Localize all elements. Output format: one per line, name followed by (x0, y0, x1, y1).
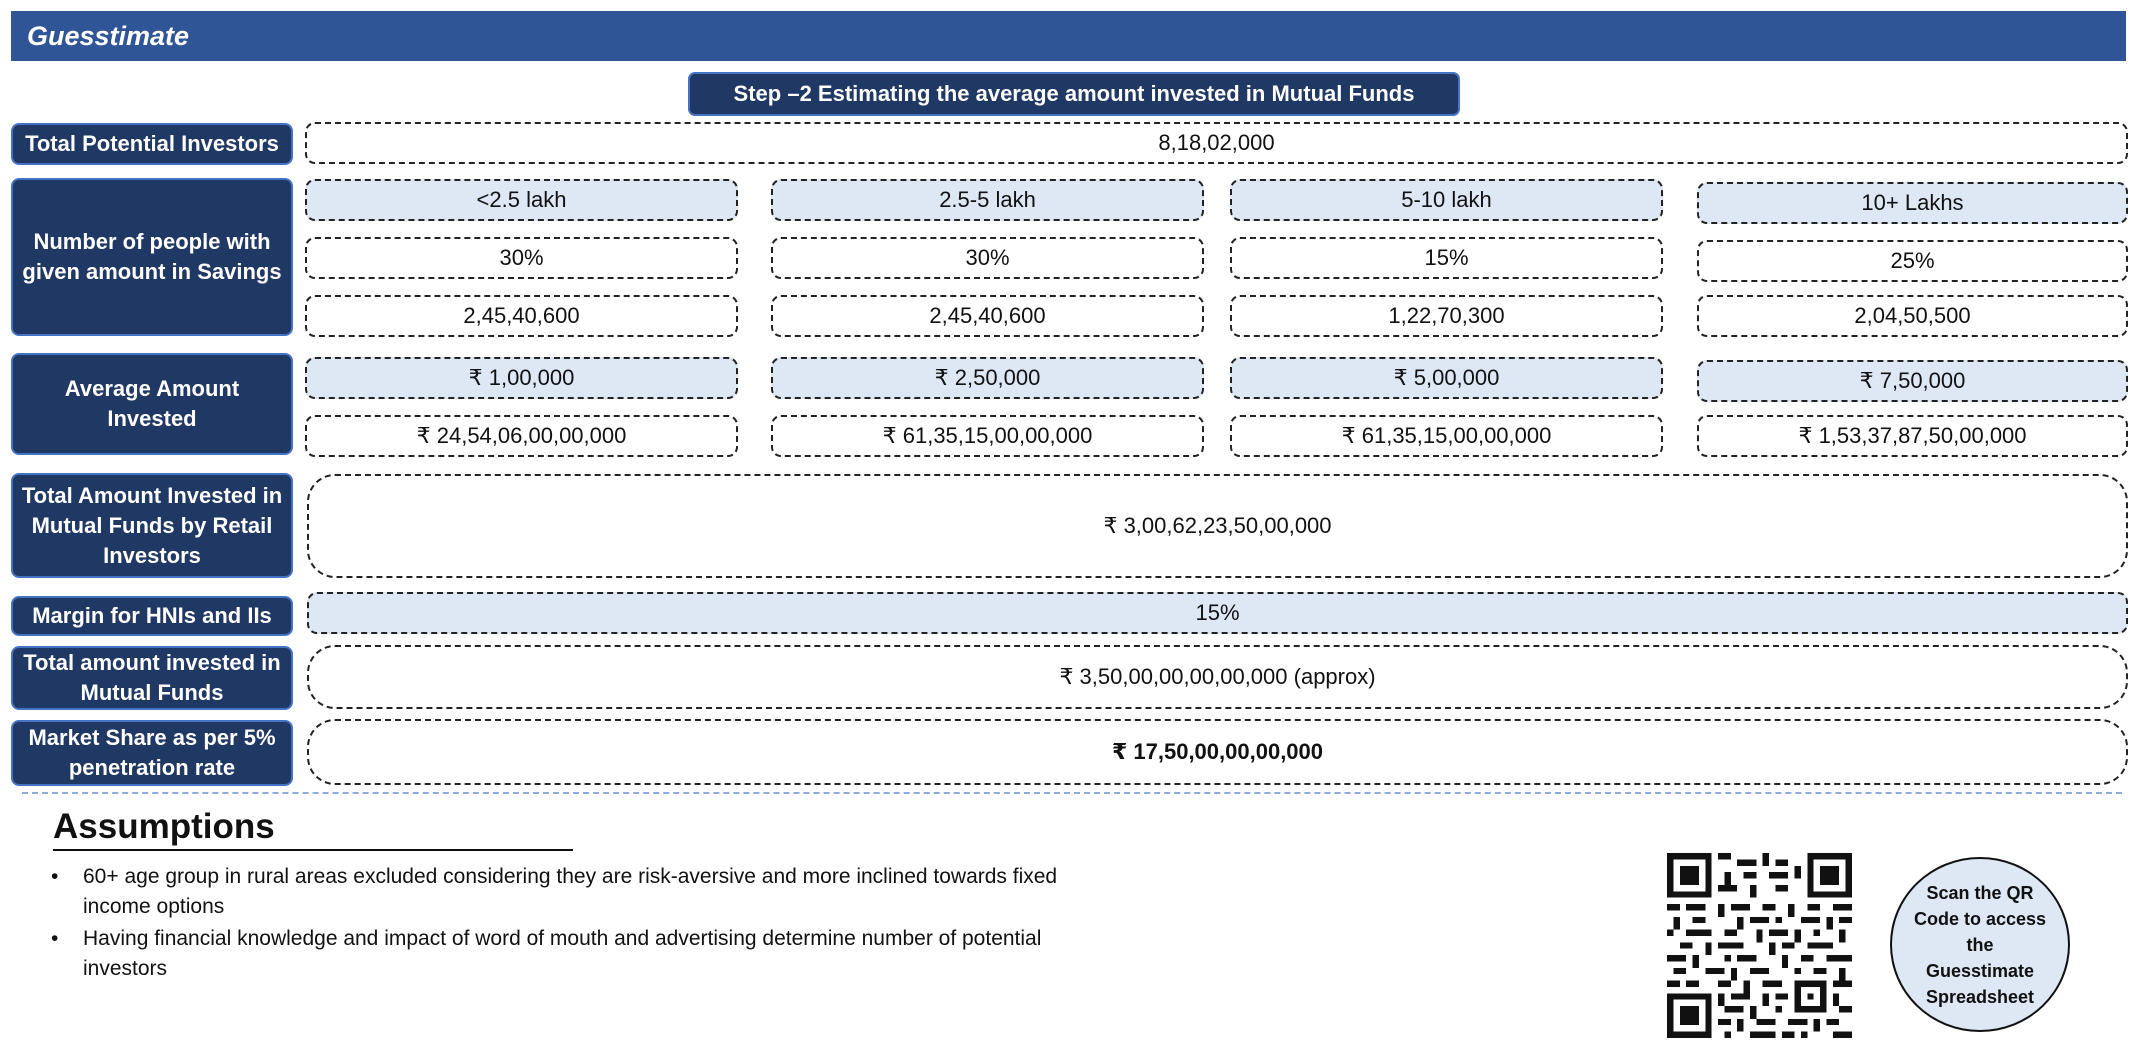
label-market-share: Market Share as per 5% penetration rate (11, 720, 293, 786)
section-divider (22, 792, 2122, 794)
average-cell: ₹ 7,50,000 (1697, 360, 2128, 402)
list-item: • 60+ age group in rural areas excluded considering they are risk-aversive and more inclined towards fixed income options (50, 862, 1130, 922)
people-cell: 2,04,50,500 (1697, 295, 2128, 337)
people-cell: 2,45,40,600 (305, 295, 738, 337)
label-margin: Margin for HNIs and IIs (11, 596, 293, 636)
value-margin: 15% (307, 592, 2128, 634)
assumptions-list (50, 862, 1130, 986)
step-title: Step –2 Estimating the average amount invested in Mutual Funds (688, 72, 1460, 116)
value-market-share: ₹ 17,50,00,00,00,000 (307, 719, 2128, 785)
bracket-cell: 10+ Lakhs (1697, 182, 2128, 224)
value-total-potential-investors: 8,18,02,000 (305, 122, 2128, 164)
list-item: • Having financial knowledge and impact of word of mouth and advertising determine number of potential investors (50, 924, 1130, 984)
average-cell: ₹ 5,00,000 (1230, 357, 1663, 399)
share-cell: 25% (1697, 240, 2128, 282)
share-cell: 15% (1230, 237, 1663, 279)
average-cell: ₹ 1,00,000 (305, 357, 738, 399)
qr-note: Scan the QR Code to access the Guesstimate Spreadsheet (1890, 857, 2070, 1032)
label-total-retail: Total Amount Invested in Mutual Funds by Retail Investors (11, 473, 293, 578)
assumptions-title: Assumptions (53, 805, 573, 851)
value-total-retail: ₹ 3,00,62,23,50,00,000 (307, 474, 2128, 578)
page-title: Guesstimate (27, 20, 190, 51)
value-total-mf: ₹ 3,50,00,00,00,00,000 (approx) (307, 645, 2128, 709)
total-cell: ₹ 61,35,15,00,00,000 (771, 415, 1204, 457)
total-cell: ₹ 24,54,06,00,00,000 (305, 415, 738, 457)
label-total-potential-investors: Total Potential Investors (11, 123, 293, 165)
share-cell: 30% (771, 237, 1204, 279)
average-cell: ₹ 2,50,000 (771, 357, 1204, 399)
qr-code-icon (1667, 853, 1852, 1038)
total-cell: ₹ 1,53,37,87,50,00,000 (1697, 415, 2128, 457)
people-cell: 2,45,40,600 (771, 295, 1204, 337)
share-cell: 30% (305, 237, 738, 279)
total-cell: ₹ 61,35,15,00,00,000 (1230, 415, 1663, 457)
label-average-amount: Average Amount Invested (11, 353, 293, 455)
bracket-cell: 5-10 lakh (1230, 179, 1663, 221)
page-header (11, 11, 2126, 61)
bracket-cell: <2.5 lakh (305, 179, 738, 221)
people-cell: 1,22,70,300 (1230, 295, 1663, 337)
label-total-mf: Total amount invested in Mutual Funds (11, 646, 293, 710)
label-savings: Number of people with given amount in Savings (11, 178, 293, 336)
bracket-cell: 2.5-5 lakh (771, 179, 1204, 221)
